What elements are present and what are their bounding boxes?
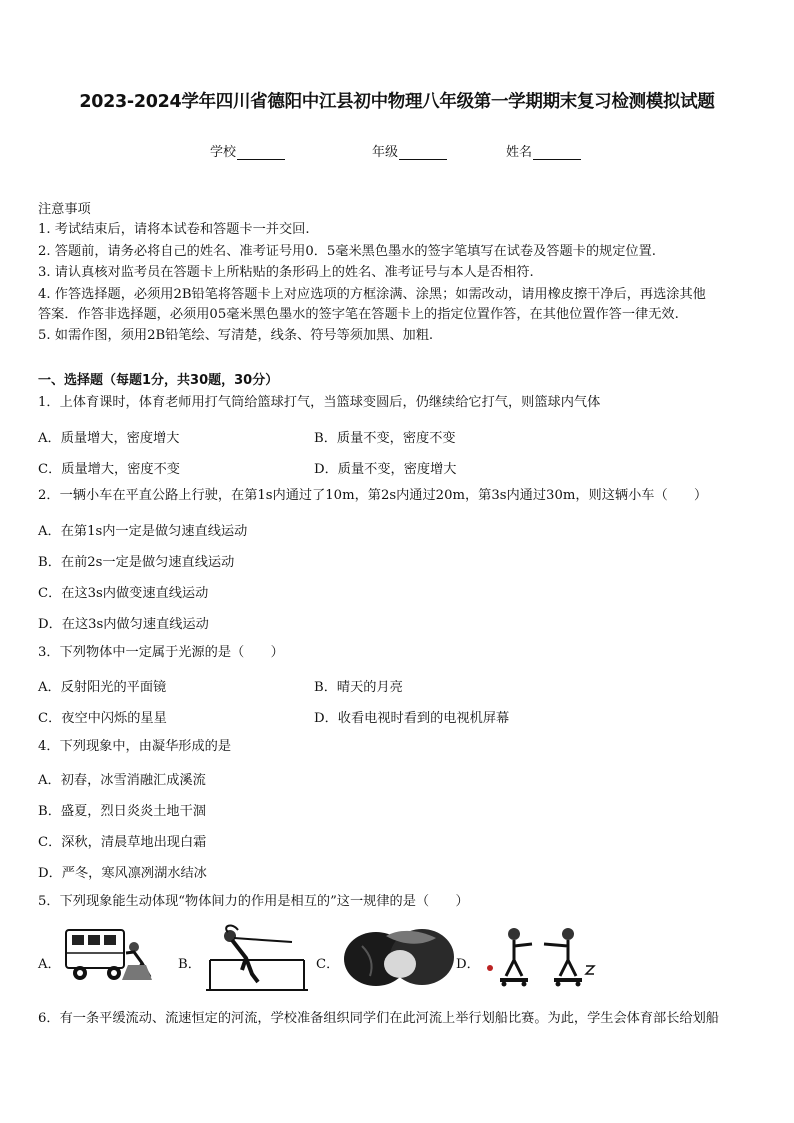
option-c[interactable]: C． <box>316 957 340 972</box>
question-stem: 4．下列现象中，由凝华形成的是 <box>38 739 232 754</box>
school-label: 学校 <box>210 145 237 160</box>
option-c[interactable]: C．夜空中闪烁的星星 <box>38 711 167 726</box>
option-b[interactable]: B．盛夏，烈日炎炎土地干涸 <box>38 804 206 819</box>
option-b[interactable]: B．质量不变，密度不变 <box>314 431 456 446</box>
option-d[interactable]: D．在这3s内做匀速直线运动 <box>38 617 209 632</box>
question-stem: 1．上体育课时，体育老师用打气筒给篮球打气，当篮球变圆后，仍继续给它打气，则篮球内气体 <box>38 395 601 410</box>
option-a[interactable]: A．初春，冰雪消融汇成溪流 <box>38 773 206 788</box>
school-blank[interactable] <box>237 145 285 160</box>
car-push-illustration <box>62 925 157 987</box>
notice-item: 4. 作答选择题，必须用2B铅笔将答题卡上对应选项的方框涂满、涂黑；如需改动，请用橡皮擦干净后，再选涂其他 <box>38 287 706 302</box>
balls-collision-illustration <box>340 924 460 988</box>
school-field[interactable] <box>210 141 285 160</box>
notice-item: 3. 请认真核对监考员在答题卡上所粘贴的条形码上的姓名、准考证号与本人是否相符. <box>38 265 534 280</box>
notice-item: 1. 考试结束后，请将本试卷和答题卡一并交回. <box>38 222 310 237</box>
option-d[interactable]: D．收看电视时看到的电视机屏幕 <box>314 711 510 726</box>
name-blank[interactable] <box>533 145 581 160</box>
page-title: 2023-2024学年四川省德阳中江县初中物理八年级第一学期期末复习检测模拟试题 <box>79 92 715 112</box>
grade-blank[interactable] <box>399 145 447 160</box>
option-c[interactable]: C．质量增大，密度不变 <box>38 462 180 477</box>
grade-label: 年级 <box>372 145 399 160</box>
question-stem: 2．一辆小车在平直公路上行驶，在第1s内通过了10m，第2s内通过20m，第3s内通过30m，则这辆小车（ ） <box>38 488 708 503</box>
notice-item: 2. 答题前，请务必将自己的姓名、准考证号用0．5毫米黑色墨水的签字笔填写在试卷及答题卡的规定位置. <box>38 244 656 259</box>
question-stem: 5．下列现象能生动体现“物体间力的作用是相互的”这一规律的是（ ） <box>38 894 469 909</box>
option-c[interactable]: C．在这3s内做变速直线运动 <box>38 586 209 601</box>
jump-illustration <box>202 922 312 992</box>
skaters-push-illustration <box>482 922 602 990</box>
grade-field[interactable] <box>372 141 447 160</box>
option-d[interactable]: D． <box>456 957 480 972</box>
option-a[interactable]: A．在第1s内一定是做匀速直线运动 <box>38 524 248 539</box>
name-label: 姓名 <box>506 145 533 160</box>
option-a[interactable]: A．反射阳光的平面镜 <box>38 680 167 695</box>
option-c[interactable]: C．深秋，清晨草地出现白霜 <box>38 835 207 850</box>
notice-item: 答案．作答非选择题，必须用05毫米黑色墨水的签字笔在答题卡上的指定位置作答，在其他位置作答一律无效. <box>38 307 679 322</box>
option-b[interactable]: B．在前2s一定是做匀速直线运动 <box>38 555 235 570</box>
name-field[interactable] <box>506 141 581 160</box>
option-d[interactable]: D．质量不变，密度增大 <box>314 462 457 477</box>
question-stem: 6．有一条平缓流动、流速恒定的河流，学校准备组织同学们在此河流上举行划船比赛。为此，学生会体育部长给划船 <box>38 1011 719 1026</box>
notice-heading: 注意事项 <box>38 202 91 217</box>
option-b[interactable]: B． <box>178 957 201 972</box>
option-a[interactable]: A．质量增大，密度增大 <box>38 431 180 446</box>
notice-item: 5. 如需作图，须用2B铅笔绘、写清楚，线条、符号等须加黑、加粗. <box>38 328 434 343</box>
option-d[interactable]: D．严冬，寒风凛冽湖水结冰 <box>38 866 207 881</box>
option-a[interactable]: A． <box>38 957 61 972</box>
question-stem: 3．下列物体中一定属于光源的是（ ） <box>38 645 284 660</box>
section-heading: 一、选择题（每题1分，共30题，30分） <box>38 373 279 388</box>
option-b[interactable]: B．晴天的月亮 <box>314 680 403 695</box>
